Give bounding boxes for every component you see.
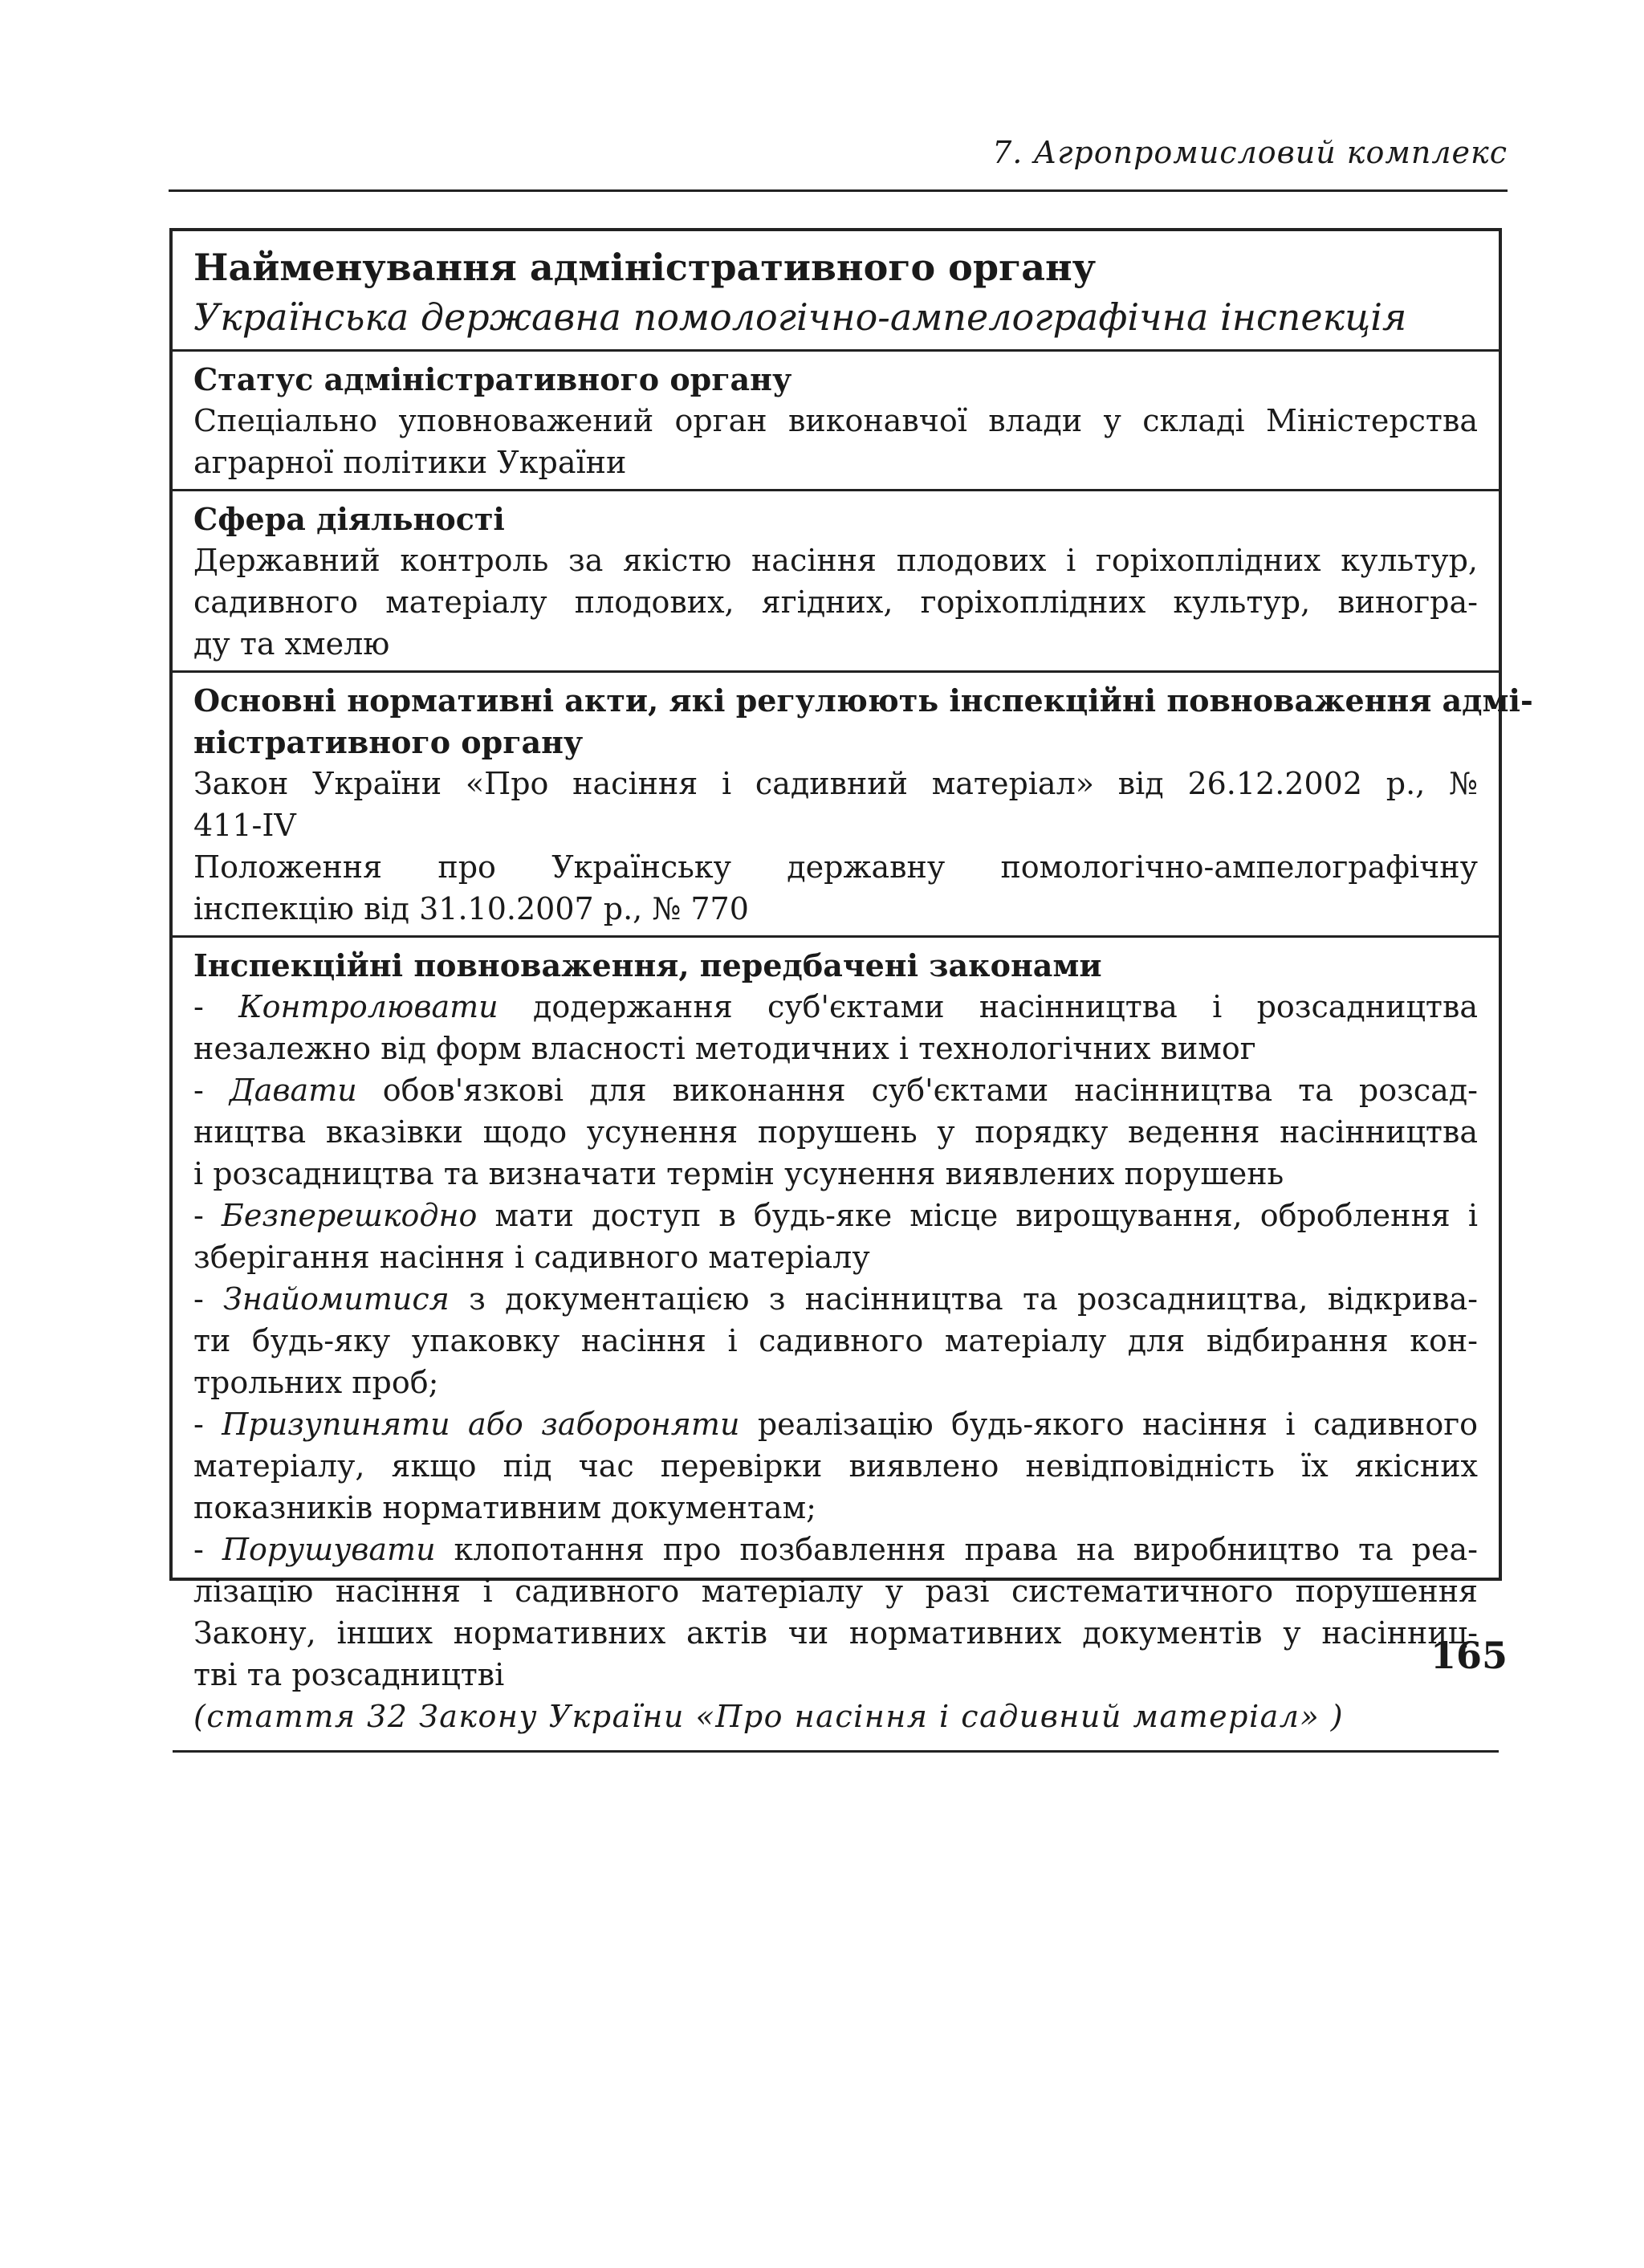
power-item: - Давати обов'язкові для виконання суб'єктами насінництва та розсад- <box>193 1073 1478 1108</box>
authority-name-heading: Найменування адміністративного органу <box>193 246 1097 289</box>
regulatory-act-line: Закон України «Про насіння і садивний матеріал» від 26.12.2002 р., № <box>193 766 1478 801</box>
regulatory-acts-heading: Основні нормативні акти, які регулюють інспекційні повноваження адмі- <box>193 682 1533 719</box>
authority-name-cell <box>173 231 1499 352</box>
status-cell <box>173 352 1499 491</box>
regulatory-acts-cell <box>173 673 1533 938</box>
status-text-line: Спеціально уповноважений орган виконавчої влади у складі Міністерства <box>193 403 1478 438</box>
statutory-powers-source: (стаття 32 Закону України «Про насіння і садивний матеріал» ) <box>193 1699 1345 1734</box>
power-line: ництва вказівки щодо усунення порушень у порядку ведення насінництва <box>193 1114 1478 1150</box>
page-number: 165 <box>1430 1634 1508 1677</box>
regulatory-act-line: Положення про Українську державну помологічно-ампелографічну <box>193 849 1478 885</box>
power-line: зберігання насіння і садивного матеріалу <box>193 1240 870 1275</box>
statutory-powers-heading: Інспекційні повноваження, передбачені законами <box>193 947 1102 983</box>
power-verb: Безперешкодно <box>221 1198 478 1233</box>
power-verb: Порушувати <box>222 1532 436 1567</box>
authority-name: Українська державна помологічно-ампелографічна інспекція <box>193 295 1407 339</box>
header-rule <box>169 189 1508 192</box>
power-line: тві та розсадництві <box>193 1657 505 1692</box>
power-item: - Знайомитися з документацією з насінництва та розсадництва, відкрива- <box>193 1281 1478 1317</box>
regulatory-act-line: 411-IV <box>193 808 296 843</box>
power-item: - Призупиняти або забороняти реалізацію будь-якого насіння і садивного <box>193 1407 1479 1442</box>
running-head: 7. Агропромисловий комплекс <box>992 135 1508 170</box>
statutory-powers-cell <box>173 938 1499 1753</box>
regulatory-acts-heading: ністративного органу <box>193 724 584 760</box>
power-item: - Порушувати клопотання про позбавлення права на виробництво та реа- <box>193 1532 1478 1567</box>
power-verb: Контролювати <box>238 989 498 1024</box>
power-line: Закону, інших нормативних актів чи нормативних документів у насінниц- <box>193 1615 1478 1651</box>
regulatory-act-line: інспекцію від 31.10.2007 р., № 770 <box>193 891 749 926</box>
power-item: - Контролювати додержання суб'єктами насінництва і розсадництва <box>193 989 1478 1024</box>
scope-text-line: садивного матеріалу плодових, ягідних, горіхоплідних культур, виногра- <box>193 584 1478 620</box>
scope-text-line: Державний контроль за якістю насіння плодових і горіхоплідних культур, <box>193 543 1478 578</box>
power-verb: Знайомитися <box>223 1281 450 1317</box>
power-verb: Призупиняти або забороняти <box>222 1407 740 1442</box>
scope-text-line: ду та хмелю <box>193 626 390 662</box>
power-line: незалежно від форм власності методичних і технологічних вимог <box>193 1031 1256 1066</box>
power-line: ти будь-яку упаковку насіння і садивного матеріалу для відбирання кон- <box>193 1323 1478 1358</box>
power-line: трольних проб; <box>193 1365 439 1400</box>
power-line: лізацію насіння і садивного матеріалу у разі систематичного порушення <box>193 1574 1478 1609</box>
scope-cell <box>173 491 1499 673</box>
power-line: матеріалу, якщо під час перевірки виявлено невідповідність їх якісних <box>193 1448 1478 1484</box>
power-line: і розсадництва та визначати термін усунення виявлених порушень <box>193 1156 1284 1191</box>
status-heading: Статус адміністративного органу <box>193 361 792 397</box>
status-text-line: аграрної політики України <box>193 445 627 480</box>
power-verb: Давати <box>229 1073 357 1108</box>
scope-heading: Сфера діяльності <box>193 501 505 537</box>
power-line: показників нормативним документам; <box>193 1490 816 1525</box>
power-item: - Безперешкодно мати доступ в будь-яке місце вирощування, оброблення і <box>193 1198 1478 1233</box>
